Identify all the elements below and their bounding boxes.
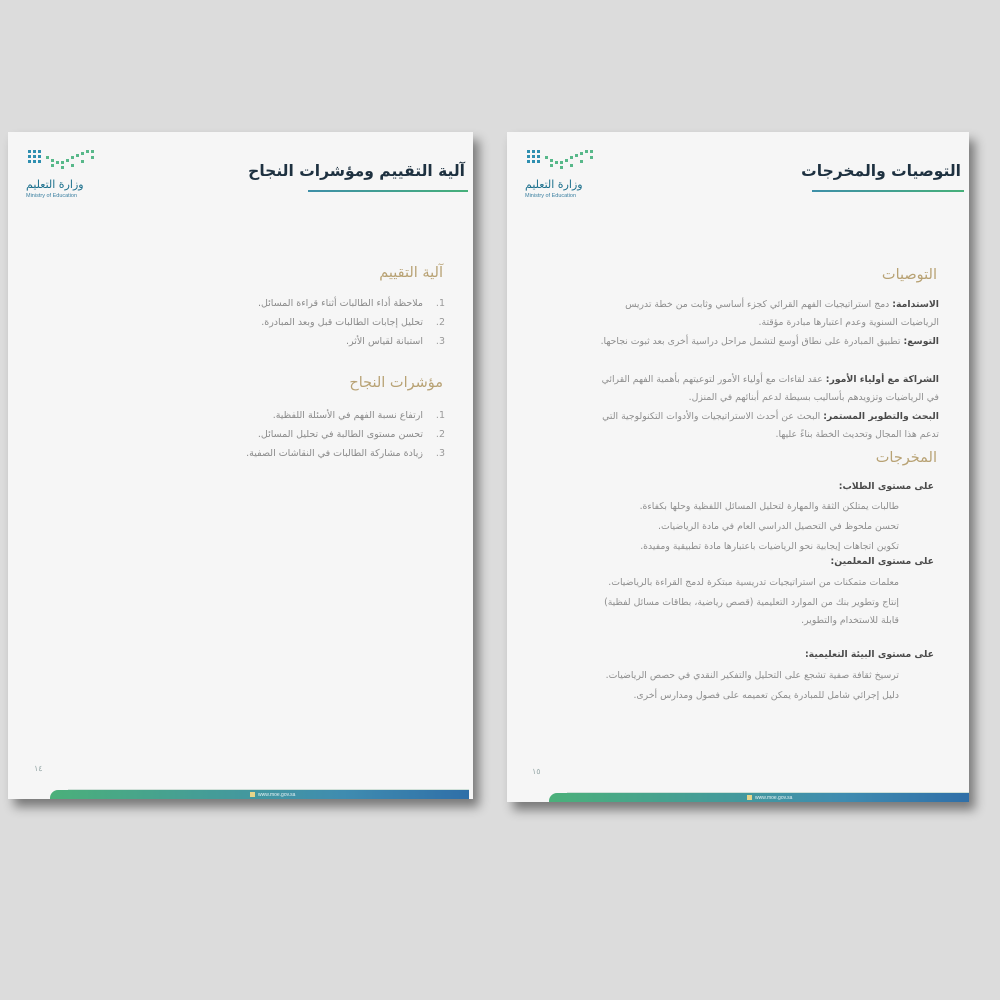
list-item: 3. زيادة مشاركة الطالبات في النقاشات الصفية. — [246, 448, 445, 459]
list-item: تكوين اتجاهات إيجابية نحو الرياضيات باعتبارها مادة تطبيقية ومفيدة. — [640, 541, 899, 552]
list-item: إنتاج وتطوير بنك من الموارد التعليمية (قصص رياضية، بطاقات مسائل لفظية) قابلة للاستخدام والتطوير. — [604, 597, 899, 626]
recommendation-sustainability: الاستدامة: دمج استراتيجيات الفهم القرائي كجزء أساسي وثابت من خطة تدريس الرياضيات السنوية وعدم اعتبارها مبادرة مؤقتة. — [625, 299, 939, 328]
recommendation-expansion: التوسع: تطبيق المبادرة على نطاق أوسع لتشمل مراحل دراسية أخرى بعد ثبوت نجاحها. — [600, 336, 939, 347]
page-title: آلية التقييم ومؤشرات النجاح — [248, 162, 465, 180]
success-indicators-list — [183, 406, 443, 463]
logo-english-text: Ministry of Education — [525, 193, 577, 199]
list-item: 1. ملاحظة أداء الطالبات أثناء قراءة المسائل. — [257, 298, 445, 309]
footer-mark-icon — [747, 795, 752, 800]
assessment-list — [183, 294, 443, 351]
footer-mark-icon — [250, 792, 255, 797]
section-heading-success-indicators: مؤشرات النجاح — [349, 375, 443, 391]
title-underline — [308, 190, 468, 192]
ministry-logo — [26, 148, 116, 208]
ministry-logo — [525, 148, 615, 208]
list-item: 2. تحليل إجابات الطالبات قبل وبعد المبادرة. — [261, 317, 445, 328]
list-item: تحسن ملحوظ في التحصيل الدراسي العام في مادة الرياضيات. — [657, 521, 899, 532]
footer-url: www.moe.gov.sa — [747, 795, 792, 801]
title-underline — [812, 190, 964, 192]
list-item: معلمات متمكنات من استراتيجيات تدريسية مبتكرة لدمج القراءة بالرياضيات. — [608, 577, 899, 588]
recommendation-research: البحث والتطوير المستمر: البحث عن أحدث الاستراتيجيات والأدوات التكنولوجية التي تدعم هذا المجال وتحديث الخطة بناءً عليها. — [602, 411, 939, 440]
outputs-teachers-list — [599, 574, 899, 632]
right-page — [507, 132, 969, 802]
page-number: ١٤ — [34, 764, 43, 773]
outputs-environment-label: على مستوى البيئة التعليمية: — [804, 649, 934, 660]
logo-english-text: Ministry of Education — [26, 193, 78, 199]
section-heading-recommendations: التوصيات — [881, 267, 937, 283]
ministry-logo-icon — [525, 148, 597, 174]
ministry-logo-icon — [26, 148, 98, 174]
page-title: التوصيات والمخرجات — [801, 162, 961, 180]
logo-arabic-text: وزارة التعليم — [26, 178, 84, 191]
outputs-environment-list — [599, 667, 899, 707]
outputs-students-label: على مستوى الطلاب: — [838, 481, 934, 492]
outputs-students-list — [599, 498, 899, 558]
footer-url: www.moe.gov.sa — [250, 792, 295, 798]
list-item: ترسيخ ثقافة صفية تشجع على التحليل والتفكير النقدي في حصص الرياضيات. — [605, 670, 899, 681]
list-item: 2. تحسن مستوى الطالبة في تحليل المسائل. — [257, 429, 445, 440]
logo-arabic-text: وزارة التعليم — [525, 178, 583, 191]
list-item: دليل إجرائي شامل للمبادرة يمكن تعميمه على فصول ومدارس أخرى. — [633, 690, 899, 701]
outputs-teachers-label: على مستوى المعلمين: — [830, 556, 934, 567]
recommendation-parents: الشراكة مع أولياء الأمور: عقد لقاءات مع أولياء الأمور لتوعيتهم بأهمية الفهم القرائي في الرياضيات وتزويدهم بأساليب بسيطة لدعم أبنائهم في المنزل. — [601, 374, 939, 403]
list-item: 3. استبانة لقياس الأثر. — [345, 336, 445, 347]
list-item: طالبات يمتلكن الثقة والمهارة لتحليل المسائل اللفظية وحلها بكفاءة. — [639, 501, 899, 512]
list-item: 1. ارتفاع نسبة الفهم في الأسئلة اللفظية. — [272, 410, 445, 421]
section-heading-outputs: المخرجات — [875, 450, 937, 466]
section-heading-assessment: آلية التقييم — [379, 265, 443, 281]
page-number: ١٥ — [532, 767, 541, 776]
left-page — [8, 132, 473, 799]
